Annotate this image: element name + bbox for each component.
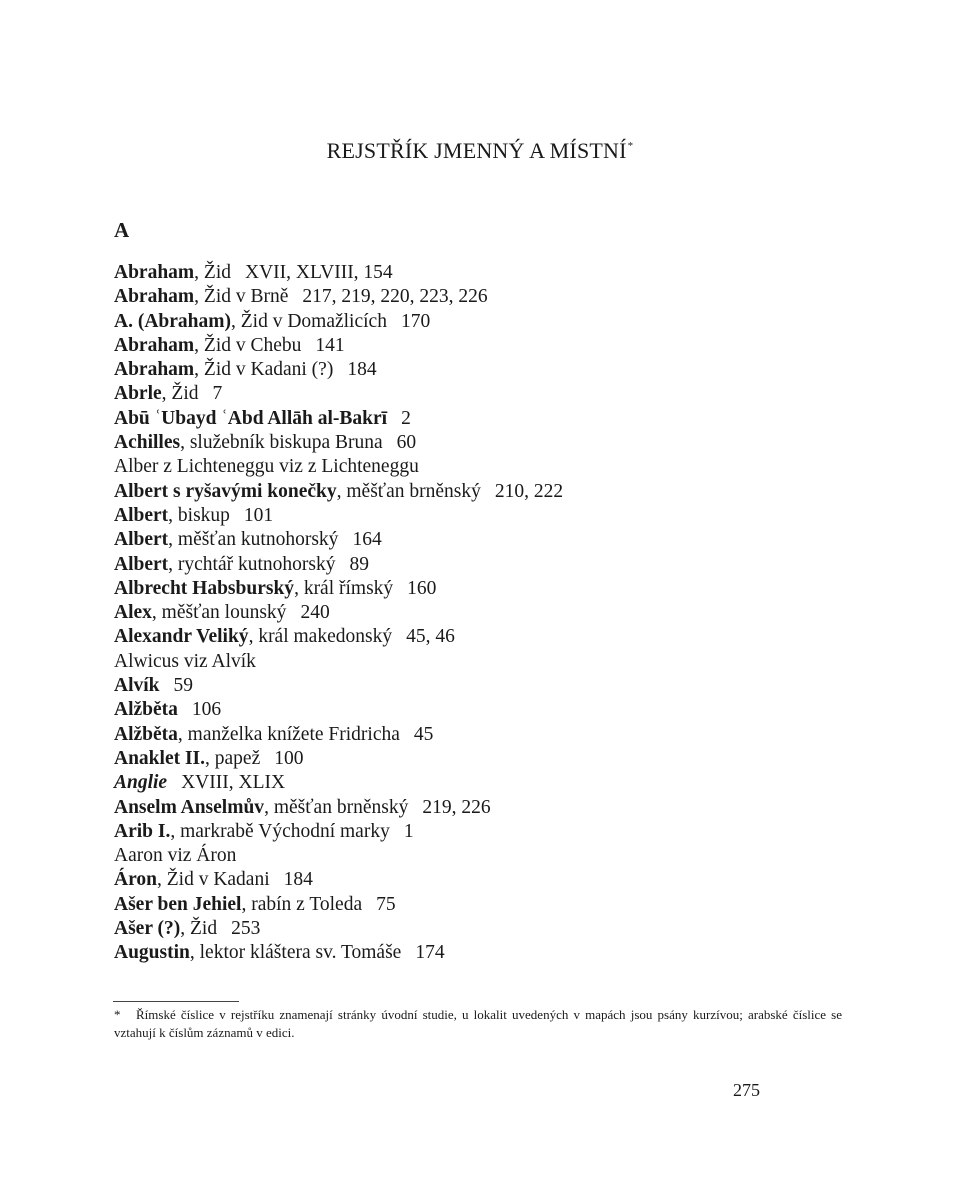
entry-name: Albert [114,504,169,526]
footnote-text: Římské číslice v rejstříku znamenají stránky úvodní studie, u lokalit uvedených v mapách jsou psány kurzívou; arabské číslice se vztahují k číslům záznamů v edici. [114,1007,842,1040]
index-entry [114,407,854,431]
index-entry [114,771,854,795]
entry-description: , Žid [194,262,232,283]
entry-description: , manželka knížete Fridricha [177,723,400,745]
entry-name: Albert s ryšavými konečky [114,480,337,502]
entry-name: Abraham [114,334,195,356]
entry-page-references: 2 [401,407,411,429]
index-entry [114,431,854,455]
index-entry [114,285,854,309]
entry-description: , biskup [168,504,230,526]
entry-name: Ašer ben Jehiel [114,893,242,915]
index-entry [114,698,854,722]
index-entry [114,553,854,577]
entry-page-references: 100 [274,747,304,769]
index-title-text: REJSTŘÍK JMENNÝ A MÍSTNÍ [326,138,627,163]
entry-name: Abraham [114,262,195,283]
index-entry [114,480,854,504]
footnote-reference-mark: * [627,140,634,152]
entry-name: Áron [114,869,157,891]
page-number: 275 [733,1080,760,1100]
footnote-mark: * [114,1007,121,1022]
index-entry [114,747,854,771]
entry-name: Achilles [114,432,181,454]
entry-page-references: 253 [231,918,261,940]
entry-page-references: XVII, XLVIII, 154 [245,262,393,283]
entry-name: Abraham [114,286,195,308]
index-entry [114,382,854,406]
entry-name: Albert [114,529,169,551]
index-entry [114,674,854,698]
entry-page-references: 106 [191,699,222,721]
entry-description: , Žid v Chebu [194,334,302,356]
entry-description: , lektor kláštera sv. Tomáše [189,942,402,964]
entry-page-references: 170 [400,310,431,332]
entry-name: Anaklet II. [114,747,206,769]
entry-description: , Žid [180,918,218,940]
index-entry [114,504,854,528]
index-entry [114,723,854,747]
entry-page-references: 101 [243,504,274,526]
entry-page-references: 59 [173,675,194,697]
index-entry [114,625,854,649]
entry-description: , Žid v Brně [194,286,289,308]
index-entry [114,941,854,965]
entry-description: , král makedonský [248,626,393,648]
entry-page-references: 89 [349,553,369,575]
entry-description: , rychtář kutnohorský [168,553,336,575]
entry-page-references: 184 [347,359,377,381]
entry-name: Abrle [114,383,162,405]
index-entry [114,601,854,625]
entry-page-references: 60 [396,432,417,454]
index-entry [114,577,854,601]
entry-page-references: 45 [413,723,434,745]
entry-name: Albrecht Habsburský [114,577,295,599]
entry-name: Ašer (?) [114,918,181,940]
entry-description: , Žid v Kadani (?) [194,359,334,381]
entry-description: , měšťan lounský [151,602,287,624]
entry-description: Alwicus viz Alvík [114,650,256,672]
index-entry [114,334,854,358]
entry-name: A. (Abraham) [114,310,231,332]
entry-page-references: 160 [407,577,437,599]
entry-page-references: 240 [300,602,330,624]
entry-page-references: 75 [376,893,396,915]
entry-name: Alexandr Veliký [114,626,249,648]
entry-page-references: 217, 219, 220, 223, 226 [302,286,488,308]
footnote [114,1006,842,1042]
entry-name: Alžběta [114,723,178,745]
entry-page-references: 141 [315,334,345,356]
entry-page-references: 7 [212,383,223,405]
entry-description: , Žid [161,383,199,405]
entry-description: , rabín z Toleda [241,893,363,915]
entry-name: Alžběta [114,699,178,721]
entry-page-references: XVIII, XLIX [181,772,286,794]
index-entry [114,261,854,285]
entry-description: , měšťan brněnský [264,796,409,818]
entry-name: Anglie [114,772,168,794]
entry-description: , Žid v Domažlicích [231,310,387,332]
index-entry [114,844,854,868]
section-letter: A [114,218,130,242]
footnote-divider [113,1001,239,1002]
entry-description: , měšťan brněnský [336,480,481,502]
entry-page-references: 174 [415,942,445,964]
entry-description: , papež [205,747,261,769]
entry-page-references: 164 [352,529,382,551]
index-entry [114,893,854,917]
index-entry [114,528,854,552]
index-entry [114,820,854,844]
entry-page-references: 184 [283,869,313,891]
entry-name: Anselm Anselmův [114,796,265,818]
index-entry [114,868,854,892]
entry-name: Albert [114,553,169,575]
entry-page-references: 219, 226 [422,796,491,818]
index-entry [114,917,854,941]
entry-page-references: 1 [403,820,414,842]
entry-description: , král římský [294,577,394,599]
entry-description: Alber z Lichteneggu viz z Lichteneggu [114,456,419,478]
index-entry [114,310,854,334]
entry-name: Arib I. [114,820,171,842]
entry-description: Aaron viz Áron [114,845,237,867]
index-entry [114,358,854,382]
entry-name: Abū ʿUbayd ʿAbd Allāh al-Bakrī [114,407,388,429]
index-entry [114,650,854,674]
entry-name: Abraham [114,359,195,381]
entry-description: , Žid v Kadani [156,869,270,891]
index-entry [114,455,854,479]
entry-description: , služebník biskupa Bruna [180,432,383,454]
index-entry-list [114,261,854,966]
entry-page-references: 45, 46 [406,626,455,648]
entry-name: Alvík [114,675,160,697]
index-title [0,138,960,164]
entry-description: , markrabě Východní marky [170,820,390,842]
entry-description: , měšťan kutnohorský [168,529,339,551]
entry-page-references: 210, 222 [494,480,564,502]
entry-name: Alex [114,602,152,624]
entry-name: Augustin [114,942,190,964]
index-entry [114,796,854,820]
